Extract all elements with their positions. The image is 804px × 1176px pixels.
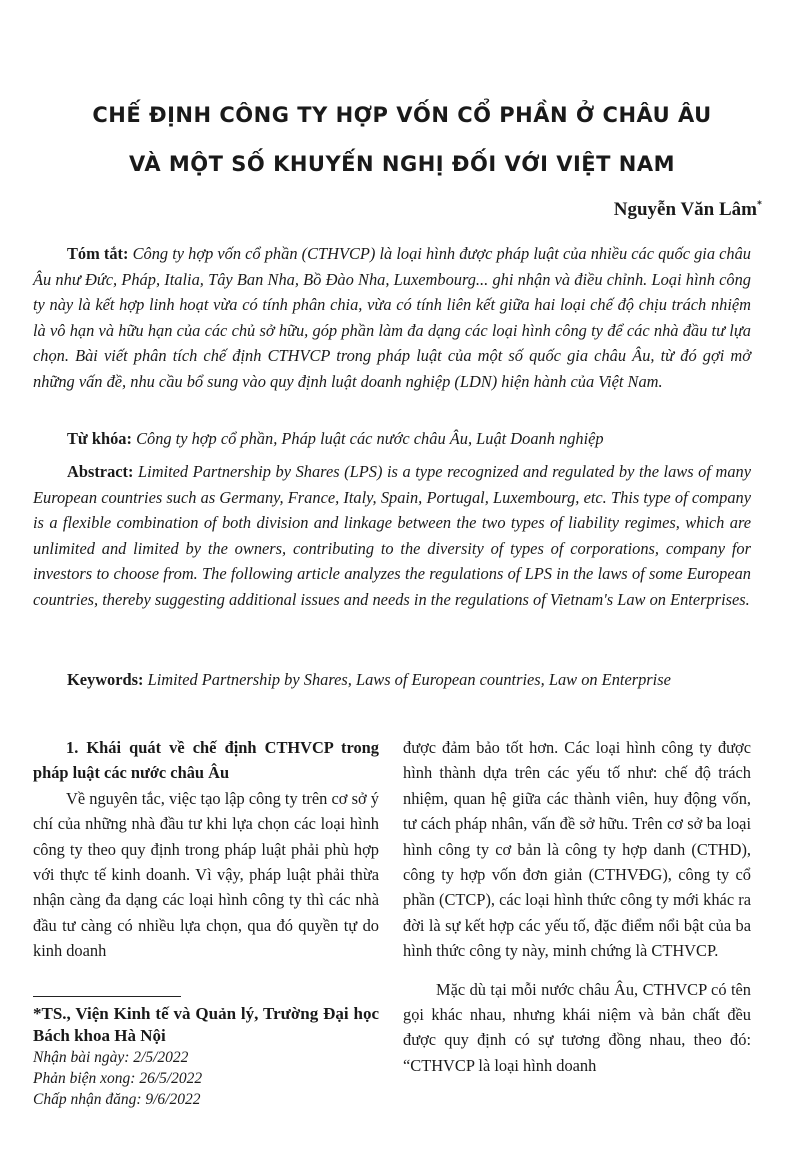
- footnote-divider: [33, 996, 181, 997]
- keywords-english: [33, 667, 751, 693]
- abstract-vn-label: Tóm tắt:: [67, 244, 129, 263]
- footnote: [33, 1003, 379, 1110]
- abstract-en-text: Limited Partnership by Shares (LPS) is a type recognized and regulated by the laws of many European countries such as Germany, France, Italy, Spain, Portugal, Luxembourg, etc. This type of company is a flexible combination of both division and linkage between the two types of liability regimes, which are unlimited and limited by the owners, contributing to the diversity of types of corporations, company for investors to choose from. The following article analyzes the regulations of LPS in the laws of some European countries, thereby suggesting additional issues and needs in the regulations of Vietnam's Law on Enterprises.: [33, 462, 751, 609]
- section-heading: 1. Khái quát về chế định CTHVCP trong pháp luật các nước châu Âu: [33, 738, 379, 783]
- keywords-vn-label: Từ khóa:: [67, 429, 132, 448]
- abstract-vietnamese: [33, 241, 751, 395]
- body-paragraph: Mặc dù tại mỗi nước châu Âu, CTHVCP có tên gọi khác nhau, nhưng khái niệm và bản chất đều được quy định có sự tương đồng nhau, theo đó: “CTHVCP là loại hình doanh: [403, 979, 751, 1075]
- body-column-right: [403, 735, 751, 1078]
- abstract-english: [33, 459, 751, 613]
- article-title-line-2: VÀ MỘT SỐ KHUYẾN NGHỊ ĐỐI VỚI VIỆT NAM: [129, 152, 675, 176]
- abstract-vn-text: Công ty hợp vốn cổ phần (CTHVCP) là loại hình được pháp luật của nhiều các quốc gia châu Âu như Đức, Pháp, Italia, Tây Ban Nha, Bồ Đào Nha, Luxembourg... ghi nhận và điều chỉnh. Loại hình công ty này là kết hợp linh hoạt vừa có tính phân chia, vừa có tính liên kết giữa hai loại chế độ chịu trách nhiệm là vô hạn và hữu hạn của các chủ sở hữu, góp phần làm đa dạng các loại hình công ty để các nhà đầu tư lựa chọn. Bài viết phân tích chế định CTHVCP trong pháp luật của một số quốc gia châu Âu, từ đó gợi mở những vấn đề, nhu cầu bổ sung vào quy định luật doanh nghiệp (LDN) hiện hành của Việt Nam.: [33, 244, 751, 391]
- footnote-reviewed-date: Phản biện xong: 26/5/2022: [33, 1070, 203, 1087]
- footnote-accepted-date: Chấp nhận đăng: 9/6/2022: [33, 1091, 201, 1108]
- keywords-vietnamese: [33, 426, 751, 452]
- keywords-en-label: Keywords:: [67, 670, 144, 689]
- body-paragraph: Về nguyên tắc, việc tạo lập công ty trên cơ sở ý chí của những nhà đầu tư khi lựa chọn các loại hình công ty theo quy định trong pháp luật phải phù hợp với thực tế kinh doanh. Vì vậy, pháp luật phải thừa nhận càng đa dạng các loại hình công ty thì các nhà đầu tư càng có nhiều lựa chọn, qua đó quyền tự do kinh doanh: [33, 788, 379, 961]
- footnote-affiliation: *TS., Viện Kinh tế và Quản lý, Trường Đại học Bách khoa Hà Nội: [33, 1004, 379, 1045]
- keywords-en-text: Limited Partnership by Shares, Laws of European countries, Law on Enterprise: [147, 670, 671, 689]
- author-name: [614, 199, 762, 221]
- keywords-vn-text: Công ty hợp cổ phần, Pháp luật các nước châu Âu, Luật Doanh nghiệp: [136, 429, 604, 448]
- body-paragraph-continued: được đảm bảo tốt hơn. Các loại hình công ty được hình thành dựa trên các yếu tố như: chế độ trách nhiệm, quan hệ giữa các thành viên, huy động vốn, tư cách pháp nhân, vấn đề sở hữu. Trên cơ sở ba loại hình công ty cơ bản là công ty hợp danh (CTHD), công ty hợp vốn đơn giản (CTHVĐG), công ty cổ phần (CTCP), các loại hình thức công ty mới khác ra đời là sự kết hợp các yếu tố, đặc điểm nổi bật của ba hình thức công ty này, minh chứng là CTHVCP.: [403, 738, 751, 961]
- author-footnote-marker: *: [757, 199, 762, 211]
- footnote-received-date: Nhận bài ngày: 2/5/2022: [33, 1049, 189, 1066]
- body-column-left: [33, 735, 379, 964]
- author-name-text: Nguyễn Văn Lâm: [613, 199, 757, 220]
- abstract-en-label: Abstract:: [67, 462, 134, 481]
- article-title-line-1: CHẾ ĐỊNH CÔNG TY HỢP VỐN CỔ PHẦN Ở CHÂU ÂU: [92, 103, 712, 127]
